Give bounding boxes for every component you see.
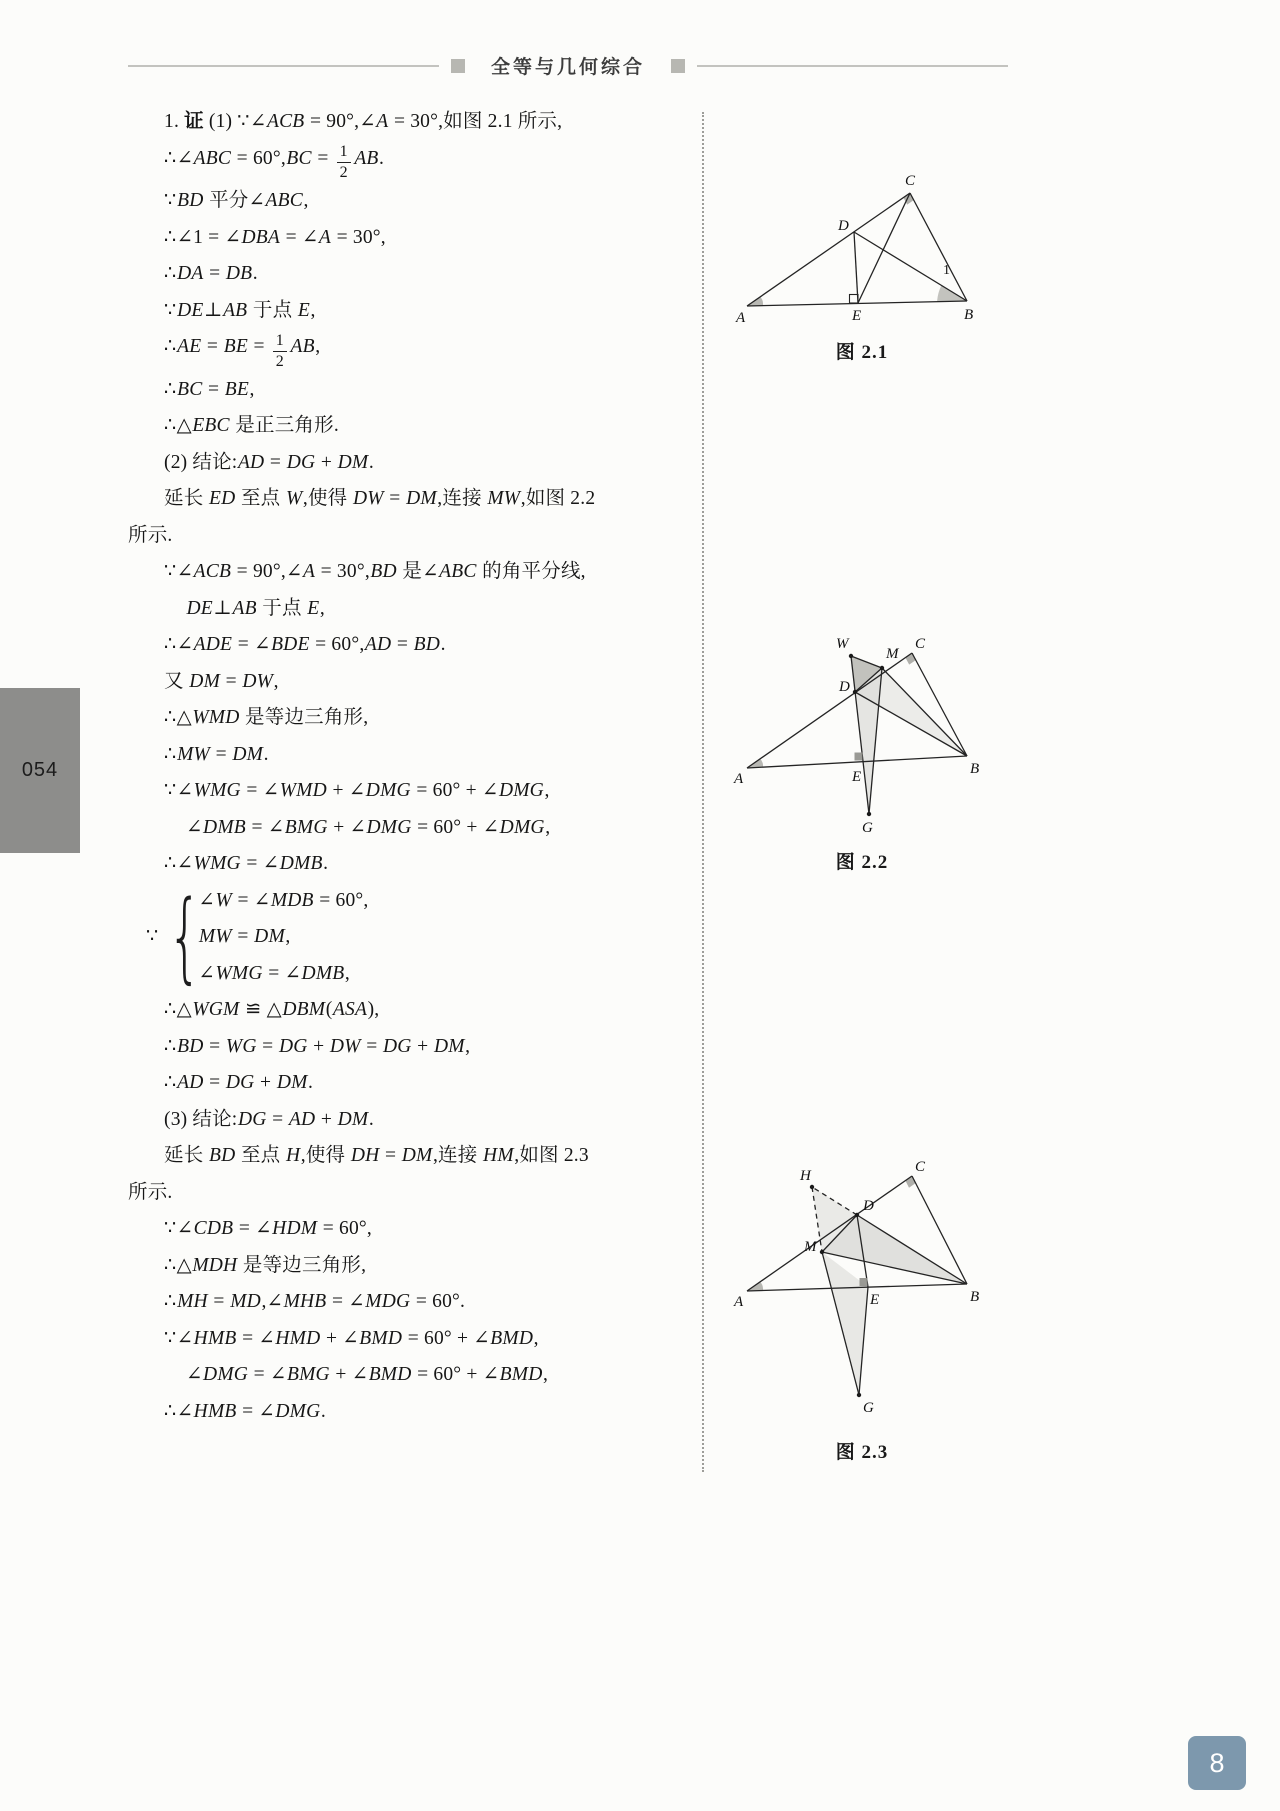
vertex-label-B: B	[970, 761, 980, 777]
point-M	[880, 666, 884, 670]
proof-line: 延长 ED 至点 W,使得 DW = DM,连接 MW,如图 2.2	[164, 488, 596, 510]
proof-line: ∴AD = DG + DM.	[164, 1072, 314, 1094]
figure-2-2-caption: 图 2.2	[835, 852, 889, 873]
because-symbol: ∵	[146, 926, 159, 948]
proof-line: 延长 BD 至点 H,使得 DH = DM,连接 HM,如图 2.3	[164, 1145, 589, 1167]
brace-icon: {	[168, 880, 203, 995]
proof-line: ∴BC = BE,	[164, 378, 255, 400]
point-M	[820, 1250, 824, 1254]
figure-2-1	[712, 158, 1012, 364]
vertex-label-G: G	[863, 1400, 874, 1416]
proof-line: ∴△WMD 是等边三角形,	[164, 707, 369, 729]
figure-2-2-diagram	[712, 628, 1012, 843]
vertex-label-C: C	[905, 173, 916, 189]
vertex-label-A: A	[734, 1294, 744, 1310]
vertex-label-B: B	[970, 1289, 980, 1305]
proof-line: DE⊥AB 于点 E,	[186, 597, 325, 619]
proof-line: ∠DMG = ∠BMG + ∠BMD = 60° + ∠BMD,	[186, 1364, 549, 1386]
column-divider	[702, 112, 704, 1472]
proof-line: ∠W = ∠MDB = 60°,	[198, 889, 369, 911]
right-angle-mark-E	[860, 1278, 868, 1286]
vertex-label-G: G	[862, 820, 873, 836]
proof-line: ∵∠WMG = ∠WMD + ∠DMG = 60° + ∠DMG,	[164, 780, 550, 802]
proof-line: ∴MH = MD,∠MHB = ∠MDG = 60°.	[164, 1291, 466, 1313]
vertex-label-A: A	[736, 310, 746, 326]
figure-2-1-diagram	[712, 158, 1012, 333]
proof-line: ∴∠ABC = 60°,BC = $\frac{1}{2}$ AB.	[164, 143, 385, 182]
segment-CB	[910, 193, 967, 301]
vertex-label-M: M	[886, 646, 899, 662]
vertex-label-E: E	[852, 308, 862, 324]
segment-EC	[858, 193, 910, 303]
figure-2-1-caption: 图 2.1	[835, 342, 889, 363]
vertex-label-M: M	[804, 1239, 817, 1255]
angle-label-1: 1	[943, 263, 950, 278]
proof-lines	[128, 104, 694, 1430]
vertex-label-E: E	[870, 1292, 880, 1308]
vertex-label-W: W	[836, 636, 849, 652]
point-H	[810, 1185, 814, 1189]
page-header	[128, 52, 1008, 79]
proof-line: ∴∠1 = ∠DBA = ∠A = 30°,	[164, 226, 386, 248]
vertex-label-A: A	[734, 771, 744, 787]
point-D	[855, 1213, 859, 1217]
proof-line: 1. 证 (1) ∵∠ACB = 90°,∠A = 30°,如图 2.1 所示,	[164, 111, 563, 132]
proof-line: ∴BD = WG = DG + DW = DG + DM,	[164, 1035, 471, 1057]
proof-line: ∴∠ADE = ∠BDE = 60°,AD = BD.	[164, 634, 446, 656]
proof-line: MW = DM,	[198, 926, 291, 948]
segment-AC	[747, 193, 910, 306]
proof-line: ∵BD 平分∠ABC,	[164, 190, 309, 212]
header-square-left-icon	[451, 59, 465, 73]
proof-line: ∴DA = DB.	[164, 263, 258, 285]
segment-DB	[854, 232, 967, 301]
page-number-badge: 8	[1188, 1736, 1246, 1790]
right-angle-mark-E	[855, 753, 863, 761]
proof-line: 又 DM = DW,	[164, 670, 279, 692]
proof-line: (3) 结论:DG = AD + DM.	[164, 1108, 374, 1130]
proof-line: ∵DE⊥AB 于点 E,	[164, 299, 316, 321]
proof-line: ∴∠WMG = ∠DMB.	[164, 853, 329, 875]
figure-2-2	[712, 628, 1012, 874]
vertex-label-D: D	[838, 218, 849, 234]
header-rule-right	[697, 65, 1008, 67]
header-rule-left	[128, 65, 439, 67]
proof-line: ∵∠ACB = 90°,∠A = 30°,BD 是∠ABC 的角平分线,	[164, 561, 586, 583]
point-W	[849, 654, 853, 658]
proof-line: 所示.	[128, 1181, 173, 1203]
proof-line: ∴△MDH 是等边三角形,	[164, 1254, 367, 1276]
proof-line: 所示.	[128, 524, 173, 546]
proof-brace-block	[146, 880, 694, 995]
proof-line: ∴AE = BE = $\frac{1}{2}$ AB,	[164, 331, 321, 370]
point-D	[853, 690, 857, 694]
proof-line: ∴∠HMB = ∠DMG.	[164, 1400, 326, 1422]
segment-DE	[854, 232, 858, 303]
point-G	[857, 1393, 861, 1397]
vertex-label-C: C	[915, 1159, 926, 1175]
proof-line: ∴MW = DM.	[164, 743, 269, 765]
point-G	[867, 812, 871, 816]
vertex-label-E: E	[852, 769, 862, 785]
vertex-label-B: B	[964, 307, 974, 323]
chapter-title: 全等与几何综合	[491, 57, 646, 78]
proof-line: ∠WMG = ∠DMB,	[198, 962, 350, 984]
proof-line: ∵∠CDB = ∠HDM = 60°,	[164, 1218, 372, 1240]
vertex-label-D: D	[839, 679, 850, 695]
vertex-label-H: H	[800, 1168, 811, 1184]
right-angle-mark-E	[850, 295, 859, 304]
vertex-label-C: C	[915, 636, 926, 652]
proof-line: ∵∠HMB = ∠HMD + ∠BMD = 60° + ∠BMD,	[164, 1327, 539, 1349]
page-number-tab: 054	[0, 688, 80, 853]
figure-2-3-diagram	[712, 1148, 1012, 1433]
figure-2-3-caption: 图 2.3	[835, 1442, 889, 1463]
proof-line: ∴△WGM ≌ △DBM(ASA),	[164, 999, 380, 1021]
proof-line: ∠DMB = ∠BMG + ∠DMG = 60° + ∠DMG,	[186, 816, 551, 838]
figure-2-3	[712, 1148, 1012, 1464]
vertex-label-D: D	[863, 1198, 874, 1214]
proof-line: (2) 结论:AD = DG + DM.	[164, 451, 374, 473]
header-square-right-icon	[671, 59, 685, 73]
proof-line: ∴△EBC 是正三角形.	[164, 415, 339, 437]
